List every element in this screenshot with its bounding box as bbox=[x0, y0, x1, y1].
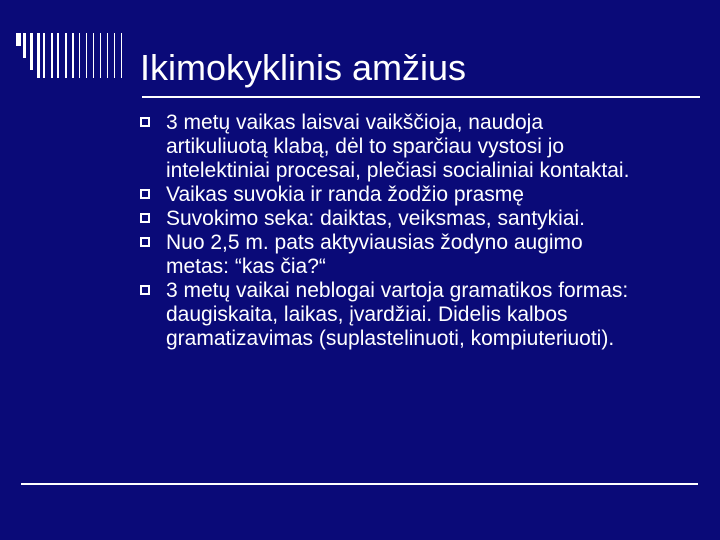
bullet-list bbox=[140, 111, 700, 351]
square-bullet-icon bbox=[140, 117, 150, 127]
bullet-text: Suvokimo seka: daiktas, veiksmas, santykiai. bbox=[166, 207, 585, 230]
decorative-bar bbox=[51, 33, 53, 78]
decorative-bar bbox=[57, 33, 59, 78]
bullet-text: Vaikas suvokia ir randa žodžio prasmę bbox=[166, 183, 524, 206]
bullet-text: 3 metų vaikai neblogai vartoja gramatikos formas: daugiskaita, laikas, įvardžiai. Didelis kalbos gramatizavimas (suplastelinuoti, kompiuteriuoti). bbox=[166, 279, 629, 350]
bullet-item bbox=[140, 183, 700, 207]
square-bullet-icon bbox=[140, 285, 150, 295]
decorative-bar bbox=[121, 33, 122, 78]
bullet-text: Nuo 2,5 m. pats aktyviausias žodyno augimo metas: “kas čia?“ bbox=[166, 231, 583, 278]
decorative-bar bbox=[65, 33, 67, 78]
decorative-bar bbox=[23, 33, 26, 58]
decorative-bar bbox=[79, 33, 80, 78]
decorative-bars bbox=[0, 0, 140, 90]
decorative-bar bbox=[100, 33, 101, 78]
bullet-item bbox=[140, 111, 700, 183]
slide-title: Ikimokyklinis amžius bbox=[140, 47, 467, 88]
decorative-bar bbox=[72, 33, 74, 78]
decorative-bar bbox=[93, 33, 94, 78]
decorative-bar bbox=[37, 33, 40, 78]
bullet-item bbox=[140, 207, 700, 231]
square-bullet-icon bbox=[140, 237, 150, 247]
decorative-bar bbox=[86, 33, 87, 78]
decorative-bar bbox=[107, 33, 108, 78]
decorative-bar bbox=[114, 33, 115, 78]
bullet-item bbox=[140, 279, 700, 351]
decorative-bar bbox=[30, 33, 33, 70]
decorative-bar bbox=[16, 33, 21, 46]
bullet-text: 3 metų vaikas laisvai vaikščioja, naudoja artikuliuotą klabą, dėl to sparčiau vystosi jo intelektiniai procesai, plečiasi socialiniai kontaktai. bbox=[166, 111, 630, 182]
square-bullet-icon bbox=[140, 213, 150, 223]
bullet-item bbox=[140, 231, 700, 279]
square-bullet-icon bbox=[140, 189, 150, 199]
title-divider bbox=[142, 96, 700, 98]
decorative-bar bbox=[43, 33, 45, 78]
footer-divider bbox=[21, 483, 698, 485]
